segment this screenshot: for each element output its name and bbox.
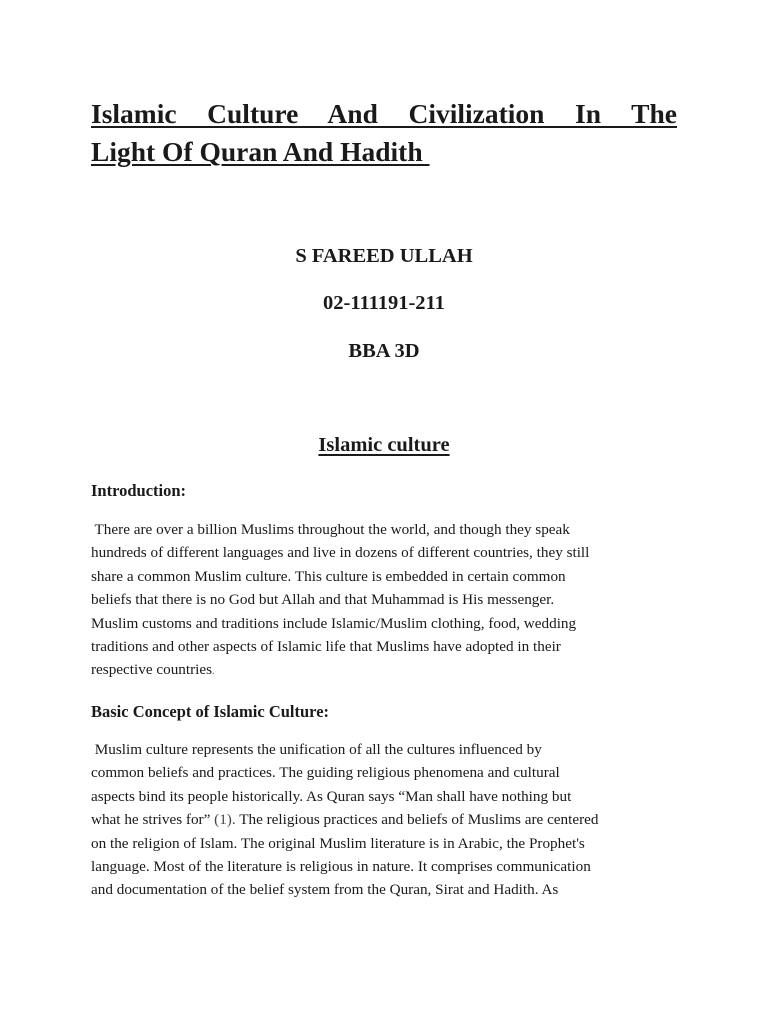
paragraph-end-mark: . [212,666,215,678]
paragraph-line: language. Most of the literature is religious in nature. It comprises communication [91,858,591,876]
document-title-line-2: Light Of Quran And Hadith [91,136,430,167]
introduction-heading: Introduction: [91,481,187,500]
paragraph-line: on the religion of Islam. The original Muslim literature is in Arabic, the Prophet's [91,834,585,852]
paragraph-line: beliefs that there is no God but Allah and that Muhammad is His messenger. [91,591,555,609]
introduction-paragraph [91,518,691,684]
document-title-line-1: Islamic Culture And Civilization In The [91,98,677,129]
paragraph-line: common beliefs and practices. The guiding religious phenomena and cultural [91,764,560,782]
paragraph-line: and documentation of the belief system from the Quran, Sirat and Hadith. As [91,881,559,899]
basic-concept-heading: Basic Concept of Islamic Culture: [91,702,330,721]
document-title [91,95,677,171]
paragraph-line-text: what he strives for” [91,811,211,829]
paragraph-line: aspects bind its people historically. As Quran says “Man shall have nothing but [91,787,572,805]
paragraph-line-text: The religious practices and beliefs of Muslims are centered [235,811,599,829]
student-id: 02-111191-211 [323,292,445,314]
paragraph-line: traditions and other aspects of Islamic life that Muslims have adopted in their [91,638,561,656]
paragraph-line: Muslim customs and traditions include Islamic/Muslim clothing, food, wedding [91,614,577,632]
basic-concept-paragraph [91,738,691,902]
citation-reference: (1). [210,811,236,829]
paragraph-line: Muslim culture represents the unification of all the cultures influenced by [91,741,542,758]
paragraph-line: share a common Muslim culture. This culture is embedded in certain common [91,567,566,585]
class-section: BBA 3D [348,340,420,362]
paragraph-line-text: respective countries [91,661,213,679]
paragraph-line: hundreds of different languages and live in dozens of different countries, they still [91,544,590,562]
section-title: Islamic culture [318,434,450,456]
paragraph-line [91,658,691,683]
author-name: S FAREED ULLAH [295,245,473,267]
paragraph-line [91,808,691,831]
paragraph-line: There are over a billion Muslims throughout the world, and though they speak [91,521,570,538]
